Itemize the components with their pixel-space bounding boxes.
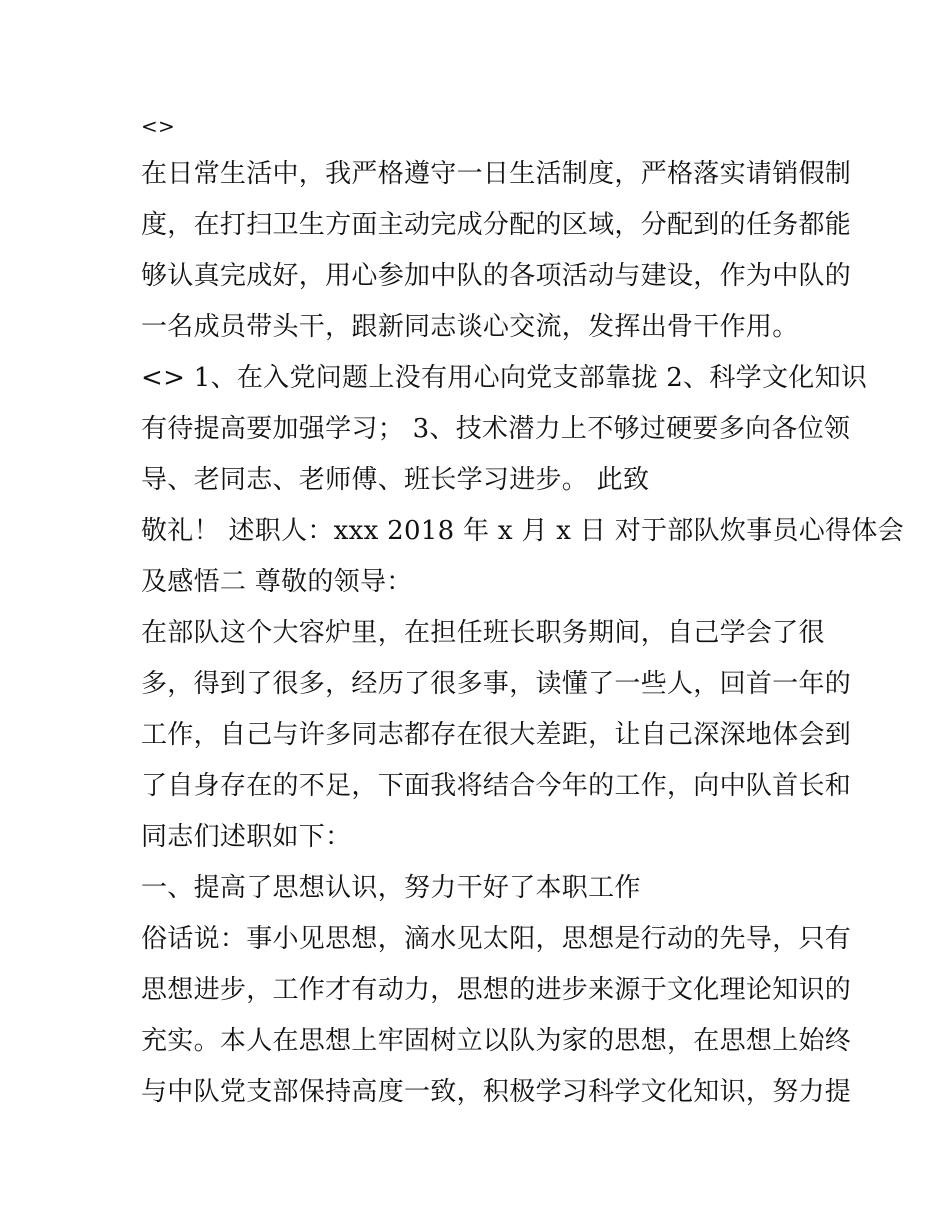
text-line: <> 1、在入党问题上没有用心向党支部靠拢 2、科学文化知识 [141,363,868,393]
text-line: 敬礼！ 述职人：xxx 2018 年 x 月 x 日 对于部队炊事员心得体会 [141,516,905,546]
text-line: 在部队这个大容炉里，在担任班长职务期间，自己学会了很 [141,618,825,648]
text-line: 与中队党支部保持高度一致，积极学习科学文化知识，努力提 [141,1077,852,1107]
text-line: 度，在打扫卫生方面主动完成分配的区域，分配到的任务都能 [141,210,852,240]
text-line: 俗话说：事小见思想，滴水见太阳，思想是行动的先导，只有 [141,924,852,954]
section-heading: 一、提高了思想认识，努力干好了本职工作 [141,873,641,903]
text-line: 够认真完成好，用心参加中队的各项活动与建设，作为中队的 [141,261,852,291]
text-line: 及感悟二 尊敬的领导： [141,567,413,597]
text-line: 了自身存在的不足，下面我将结合今年的工作，向中队首长和 [141,771,852,801]
text-line: 多，得到了很多，经历了很多事，读懂了一些人，回首一年的 [141,669,852,699]
text-line: 在日常生活中，我严格遵守一日生活制度，严格落实请销假制 [141,159,852,189]
text-line: 工作，自己与许多同志都存在很大差距，让自己深深地体会到 [141,720,852,750]
text-line: 导、老同志、老师傅、班长学习进步。 此致 [141,465,650,495]
document-body [141,104,905,1118]
text-line: <> [141,114,176,138]
text-line: 思想进步，工作才有动力，思想的进步来源于文化理论知识的 [141,975,852,1005]
text-line: 一名成员带头干，跟新同志谈心交流，发挥出骨干作用。 [141,312,799,342]
text-line: 同志们述职如下： [141,822,352,852]
text-line: 充实。本人在思想上牢固树立以队为家的思想，在思想上始终 [141,1026,852,1056]
text-line: 有待提高要加强学习； 3、技术潜力上不够过硬要多向各位领 [141,414,851,444]
